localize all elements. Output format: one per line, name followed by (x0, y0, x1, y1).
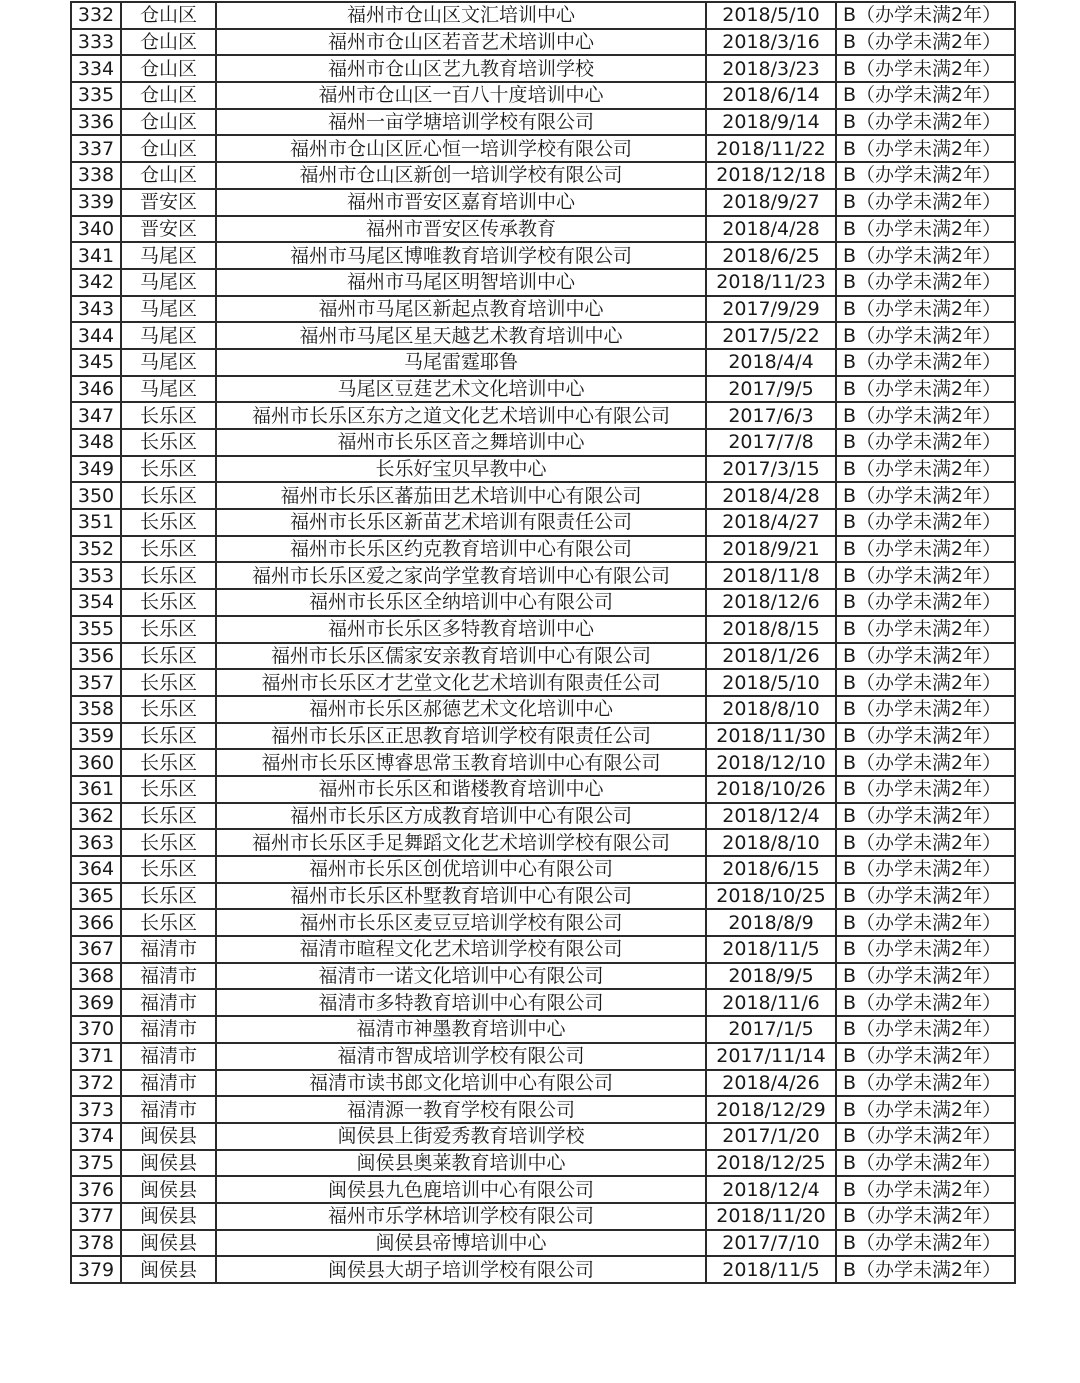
registration-date: 2018/11/23 (706, 269, 836, 296)
registration-date: 2018/11/20 (706, 1203, 836, 1230)
institution-name: 福州市仓山区若音艺术培训中心 (216, 29, 706, 56)
rating-status: B（办学未满2年） (836, 402, 1015, 429)
rating-status: B（办学未满2年） (836, 349, 1015, 376)
institution-name: 福州市长乐区约克教育培训中心有限公司 (216, 536, 706, 563)
district: 仓山区 (121, 55, 216, 82)
row-number: 366 (71, 909, 121, 936)
row-number: 367 (71, 936, 121, 963)
table-row (71, 402, 1015, 429)
table-row (71, 55, 1015, 82)
district: 福清市 (121, 1016, 216, 1043)
district: 长乐区 (121, 829, 216, 856)
district: 长乐区 (121, 616, 216, 643)
district: 闽侯县 (121, 1176, 216, 1203)
rating-status: B（办学未满2年） (836, 242, 1015, 269)
institution-name: 福清市智成培训学校有限公司 (216, 1043, 706, 1070)
registration-date: 2018/6/14 (706, 82, 836, 109)
rating-status: B（办学未满2年） (836, 776, 1015, 803)
district: 闽侯县 (121, 1256, 216, 1283)
district: 福清市 (121, 989, 216, 1016)
rating-status: B（办学未满2年） (836, 1256, 1015, 1283)
registration-date: 2018/8/10 (706, 696, 836, 723)
table-row (71, 1096, 1015, 1123)
table-row (71, 509, 1015, 536)
table-row (71, 776, 1015, 803)
registration-date: 2018/9/14 (706, 109, 836, 136)
rating-status: B（办学未满2年） (836, 2, 1015, 29)
registration-date: 2018/4/26 (706, 1070, 836, 1097)
table-row (71, 1043, 1015, 1070)
institution-name: 福清市一诺文化培训中心有限公司 (216, 963, 706, 990)
rating-status: B（办学未满2年） (836, 963, 1015, 990)
registration-date: 2017/6/3 (706, 402, 836, 429)
institution-name: 闽侯县奥莱教育培训中心 (216, 1150, 706, 1177)
district: 闽侯县 (121, 1150, 216, 1177)
institution-name: 福州市马尾区博唯教育培训学校有限公司 (216, 242, 706, 269)
table-row (71, 429, 1015, 456)
district: 福清市 (121, 1096, 216, 1123)
registration-date: 2017/1/20 (706, 1123, 836, 1150)
row-number: 349 (71, 456, 121, 483)
institution-name: 福州市长乐区东方之道文化艺术培训中心有限公司 (216, 402, 706, 429)
registration-date: 2018/9/5 (706, 963, 836, 990)
rating-status: B（办学未满2年） (836, 456, 1015, 483)
institution-name: 福清市暄程文化艺术培训学校有限公司 (216, 936, 706, 963)
row-number: 362 (71, 803, 121, 830)
table-row (71, 296, 1015, 323)
rating-status: B（办学未满2年） (836, 936, 1015, 963)
district: 仓山区 (121, 135, 216, 162)
district: 闽侯县 (121, 1230, 216, 1257)
row-number: 344 (71, 322, 121, 349)
row-number: 361 (71, 776, 121, 803)
row-number: 346 (71, 376, 121, 403)
rating-status: B（办学未满2年） (836, 296, 1015, 323)
registration-date: 2018/4/28 (706, 482, 836, 509)
institution-name: 福州市长乐区博睿思常玉教育培训中心有限公司 (216, 749, 706, 776)
registration-date: 2018/8/10 (706, 829, 836, 856)
rating-status: B（办学未满2年） (836, 1230, 1015, 1257)
row-number: 369 (71, 989, 121, 1016)
district: 晋安区 (121, 216, 216, 243)
table-row (71, 829, 1015, 856)
institution-name: 福州市长乐区蕃茄田艺术培训中心有限公司 (216, 482, 706, 509)
table-row (71, 696, 1015, 723)
row-number: 360 (71, 749, 121, 776)
table-row (71, 536, 1015, 563)
institution-name: 福清源一教育学校有限公司 (216, 1096, 706, 1123)
district: 长乐区 (121, 509, 216, 536)
row-number: 342 (71, 269, 121, 296)
institution-name: 福州市长乐区正思教育培训学校有限责任公司 (216, 723, 706, 750)
rating-status: B（办学未满2年） (836, 1150, 1015, 1177)
row-number: 345 (71, 349, 121, 376)
table-row (71, 936, 1015, 963)
rating-status: B（办学未满2年） (836, 696, 1015, 723)
registration-date: 2018/4/28 (706, 216, 836, 243)
registration-date: 2018/12/25 (706, 1150, 836, 1177)
institution-name: 福清市多特教育培训中心有限公司 (216, 989, 706, 1016)
row-number: 335 (71, 82, 121, 109)
registration-date: 2018/12/10 (706, 749, 836, 776)
institution-name: 福州市晋安区嘉育培训中心 (216, 189, 706, 216)
row-number: 353 (71, 562, 121, 589)
row-number: 333 (71, 29, 121, 56)
district: 福清市 (121, 1070, 216, 1097)
table-row (71, 1230, 1015, 1257)
row-number: 347 (71, 402, 121, 429)
registration-date: 2018/8/15 (706, 616, 836, 643)
registration-date: 2018/9/21 (706, 536, 836, 563)
institution-name: 马尾雷霆耶鲁 (216, 349, 706, 376)
institution-name: 福州市长乐区才艺堂文化艺术培训有限责任公司 (216, 669, 706, 696)
institution-name: 马尾区豆莛艺术文化培训中心 (216, 376, 706, 403)
rating-status: B（办学未满2年） (836, 1043, 1015, 1070)
registration-date: 2018/12/4 (706, 1176, 836, 1203)
row-number: 339 (71, 189, 121, 216)
district: 长乐区 (121, 536, 216, 563)
row-number: 338 (71, 162, 121, 189)
institution-name: 福州市马尾区明智培训中心 (216, 269, 706, 296)
table-row (71, 989, 1015, 1016)
table-row (71, 189, 1015, 216)
registration-date: 2018/6/25 (706, 242, 836, 269)
rating-status: B（办学未满2年） (836, 909, 1015, 936)
district: 长乐区 (121, 402, 216, 429)
institution-name: 长乐好宝贝早教中心 (216, 456, 706, 483)
district: 长乐区 (121, 482, 216, 509)
institution-name: 福州市长乐区爱之家尚学堂教育培训中心有限公司 (216, 562, 706, 589)
table-row (71, 1176, 1015, 1203)
rating-status: B（办学未满2年） (836, 1096, 1015, 1123)
rating-status: B（办学未满2年） (836, 322, 1015, 349)
registration-date: 2017/11/14 (706, 1043, 836, 1070)
rating-status: B（办学未满2年） (836, 1203, 1015, 1230)
institution-name: 闽侯县大胡子培训学校有限公司 (216, 1256, 706, 1283)
row-number: 379 (71, 1256, 121, 1283)
registration-date: 2018/4/27 (706, 509, 836, 536)
district: 长乐区 (121, 803, 216, 830)
registration-date: 2018/9/27 (706, 189, 836, 216)
registration-date: 2018/3/16 (706, 29, 836, 56)
row-number: 356 (71, 643, 121, 670)
district: 仓山区 (121, 29, 216, 56)
row-number: 343 (71, 296, 121, 323)
table-row (71, 749, 1015, 776)
row-number: 364 (71, 856, 121, 883)
rating-status: B（办学未满2年） (836, 723, 1015, 750)
row-number: 372 (71, 1070, 121, 1097)
district: 长乐区 (121, 429, 216, 456)
rating-status: B（办学未满2年） (836, 989, 1015, 1016)
rating-status: B（办学未满2年） (836, 1070, 1015, 1097)
row-number: 358 (71, 696, 121, 723)
rating-status: B（办学未满2年） (836, 55, 1015, 82)
registration-date: 2017/5/22 (706, 322, 836, 349)
institution-name: 闽侯县九色鹿培训中心有限公司 (216, 1176, 706, 1203)
district: 仓山区 (121, 109, 216, 136)
table-row (71, 216, 1015, 243)
registration-date: 2018/12/29 (706, 1096, 836, 1123)
row-number: 368 (71, 963, 121, 990)
registration-date: 2018/3/23 (706, 55, 836, 82)
institution-name: 福清市读书郎文化培训中心有限公司 (216, 1070, 706, 1097)
rating-status: B（办学未满2年） (836, 269, 1015, 296)
registration-date: 2018/12/6 (706, 589, 836, 616)
rating-status: B（办学未满2年） (836, 482, 1015, 509)
district: 长乐区 (121, 643, 216, 670)
district: 马尾区 (121, 376, 216, 403)
district: 福清市 (121, 1043, 216, 1070)
institution-name: 福州市长乐区朴墅教育培训中心有限公司 (216, 883, 706, 910)
district: 长乐区 (121, 589, 216, 616)
row-number: 371 (71, 1043, 121, 1070)
district: 福清市 (121, 963, 216, 990)
rating-status: B（办学未满2年） (836, 135, 1015, 162)
district: 仓山区 (121, 162, 216, 189)
institution-name: 闽侯县帝博培训中心 (216, 1230, 706, 1257)
registration-date: 2018/11/5 (706, 1256, 836, 1283)
registration-date: 2018/10/26 (706, 776, 836, 803)
table-row (71, 669, 1015, 696)
institution-name: 福州市长乐区音之舞培训中心 (216, 429, 706, 456)
row-number: 365 (71, 883, 121, 910)
institution-name: 福州市长乐区创优培训中心有限公司 (216, 856, 706, 883)
district: 马尾区 (121, 296, 216, 323)
institution-name: 福州市乐学林培训学校有限公司 (216, 1203, 706, 1230)
row-number: 352 (71, 536, 121, 563)
registration-date: 2017/9/29 (706, 296, 836, 323)
table-row (71, 723, 1015, 750)
registration-date: 2018/10/25 (706, 883, 836, 910)
row-number: 354 (71, 589, 121, 616)
rating-status: B（办学未满2年） (836, 1016, 1015, 1043)
table-row (71, 616, 1015, 643)
institution-name: 福清市神墨教育培训中心 (216, 1016, 706, 1043)
registration-date: 2017/7/8 (706, 429, 836, 456)
row-number: 340 (71, 216, 121, 243)
table-row (71, 883, 1015, 910)
table-row (71, 1123, 1015, 1150)
rating-status: B（办学未满2年） (836, 669, 1015, 696)
rating-status: B（办学未满2年） (836, 536, 1015, 563)
table-row (71, 456, 1015, 483)
rating-status: B（办学未满2年） (836, 856, 1015, 883)
table-row (71, 29, 1015, 56)
district: 长乐区 (121, 776, 216, 803)
row-number: 378 (71, 1230, 121, 1257)
institution-name: 福州市长乐区手足舞蹈文化艺术培训学校有限公司 (216, 829, 706, 856)
institution-name: 福州市马尾区星天越艺术教育培训中心 (216, 322, 706, 349)
table-row (71, 803, 1015, 830)
registration-date: 2018/11/8 (706, 562, 836, 589)
table-row (71, 963, 1015, 990)
registration-date: 2018/12/18 (706, 162, 836, 189)
district: 长乐区 (121, 856, 216, 883)
rating-status: B（办学未满2年） (836, 643, 1015, 670)
row-number: 373 (71, 1096, 121, 1123)
registration-date: 2018/5/10 (706, 2, 836, 29)
rating-status: B（办学未满2年） (836, 109, 1015, 136)
institution-name: 福州市仓山区一百八十度培训中心 (216, 82, 706, 109)
row-number: 351 (71, 509, 121, 536)
row-number: 332 (71, 2, 121, 29)
district: 仓山区 (121, 2, 216, 29)
institution-name: 福州市长乐区麦豆豆培训学校有限公司 (216, 909, 706, 936)
rating-status: B（办学未满2年） (836, 189, 1015, 216)
registration-date: 2017/9/5 (706, 376, 836, 403)
institution-name: 福州市马尾区新起点教育培训中心 (216, 296, 706, 323)
district: 长乐区 (121, 883, 216, 910)
institution-name: 福州市仓山区新创一培训学校有限公司 (216, 162, 706, 189)
row-number: 337 (71, 135, 121, 162)
registration-date: 2018/11/6 (706, 989, 836, 1016)
rating-status: B（办学未满2年） (836, 1123, 1015, 1150)
institution-name: 福州市仓山区艺九教育培训学校 (216, 55, 706, 82)
rating-status: B（办学未满2年） (836, 589, 1015, 616)
registration-date: 2018/5/10 (706, 669, 836, 696)
registration-date: 2018/11/5 (706, 936, 836, 963)
institution-name: 福州市长乐区方成教育培训中心有限公司 (216, 803, 706, 830)
district: 长乐区 (121, 669, 216, 696)
table-row (71, 135, 1015, 162)
institution-table (70, 1, 1016, 1284)
row-number: 376 (71, 1176, 121, 1203)
row-number: 348 (71, 429, 121, 456)
row-number: 370 (71, 1016, 121, 1043)
table-row (71, 109, 1015, 136)
registration-date: 2018/11/22 (706, 135, 836, 162)
table-row (71, 643, 1015, 670)
row-number: 375 (71, 1150, 121, 1177)
district: 长乐区 (121, 456, 216, 483)
table-row (71, 909, 1015, 936)
row-number: 350 (71, 482, 121, 509)
table-row (71, 349, 1015, 376)
table-row (71, 322, 1015, 349)
institution-name: 福州市长乐区全纳培训中心有限公司 (216, 589, 706, 616)
district: 马尾区 (121, 269, 216, 296)
district: 马尾区 (121, 322, 216, 349)
institution-name: 福州市长乐区儒家安亲教育培训中心有限公司 (216, 643, 706, 670)
table-row (71, 1150, 1015, 1177)
institution-name: 福州一亩学塘培训学校有限公司 (216, 109, 706, 136)
row-number: 334 (71, 55, 121, 82)
institution-name: 福州市仓山区文汇培训中心 (216, 2, 706, 29)
district: 长乐区 (121, 723, 216, 750)
row-number: 374 (71, 1123, 121, 1150)
registration-date: 2017/3/15 (706, 456, 836, 483)
district: 仓山区 (121, 82, 216, 109)
rating-status: B（办学未满2年） (836, 616, 1015, 643)
district: 长乐区 (121, 696, 216, 723)
rating-status: B（办学未满2年） (836, 562, 1015, 589)
table-row (71, 589, 1015, 616)
rating-status: B（办学未满2年） (836, 829, 1015, 856)
institution-name: 福州市仓山区匠心恒一培训学校有限公司 (216, 135, 706, 162)
table-row (71, 1256, 1015, 1283)
row-number: 363 (71, 829, 121, 856)
table-row (71, 242, 1015, 269)
district: 闽侯县 (121, 1123, 216, 1150)
registration-date: 2018/1/26 (706, 643, 836, 670)
district: 长乐区 (121, 909, 216, 936)
registration-date: 2018/8/9 (706, 909, 836, 936)
district: 福清市 (121, 936, 216, 963)
institution-name: 福州市长乐区郝德艺术文化培训中心 (216, 696, 706, 723)
row-number: 336 (71, 109, 121, 136)
row-number: 357 (71, 669, 121, 696)
table-row (71, 1016, 1015, 1043)
registration-date: 2018/4/4 (706, 349, 836, 376)
table-row (71, 856, 1015, 883)
registration-date: 2018/11/30 (706, 723, 836, 750)
rating-status: B（办学未满2年） (836, 162, 1015, 189)
rating-status: B（办学未满2年） (836, 1176, 1015, 1203)
table-row (71, 376, 1015, 403)
rating-status: B（办学未满2年） (836, 883, 1015, 910)
registration-date: 2018/12/4 (706, 803, 836, 830)
rating-status: B（办学未满2年） (836, 216, 1015, 243)
rating-status: B（办学未满2年） (836, 749, 1015, 776)
district: 马尾区 (121, 349, 216, 376)
table-row (71, 1203, 1015, 1230)
table-row (71, 269, 1015, 296)
rating-status: B（办学未满2年） (836, 29, 1015, 56)
district: 长乐区 (121, 562, 216, 589)
district: 马尾区 (121, 242, 216, 269)
row-number: 359 (71, 723, 121, 750)
table-row (71, 82, 1015, 109)
institution-name: 福州市长乐区多特教育培训中心 (216, 616, 706, 643)
table-row (71, 1070, 1015, 1097)
table-row (71, 562, 1015, 589)
row-number: 377 (71, 1203, 121, 1230)
district: 长乐区 (121, 749, 216, 776)
rating-status: B（办学未满2年） (836, 509, 1015, 536)
row-number: 355 (71, 616, 121, 643)
table-row (71, 162, 1015, 189)
rating-status: B（办学未满2年） (836, 429, 1015, 456)
district: 闽侯县 (121, 1203, 216, 1230)
rating-status: B（办学未满2年） (836, 803, 1015, 830)
institution-name: 福州市长乐区新苗艺术培训有限责任公司 (216, 509, 706, 536)
district: 晋安区 (121, 189, 216, 216)
table-row (71, 482, 1015, 509)
table-row (71, 2, 1015, 29)
registration-date: 2017/1/5 (706, 1016, 836, 1043)
institution-name: 福州市长乐区和谐楼教育培训中心 (216, 776, 706, 803)
rating-status: B（办学未满2年） (836, 376, 1015, 403)
row-number: 341 (71, 242, 121, 269)
institution-name: 闽侯县上街爱秀教育培训学校 (216, 1123, 706, 1150)
registration-date: 2018/6/15 (706, 856, 836, 883)
rating-status: B（办学未满2年） (836, 82, 1015, 109)
institution-name: 福州市晋安区传承教育 (216, 216, 706, 243)
registration-date: 2017/7/10 (706, 1230, 836, 1257)
